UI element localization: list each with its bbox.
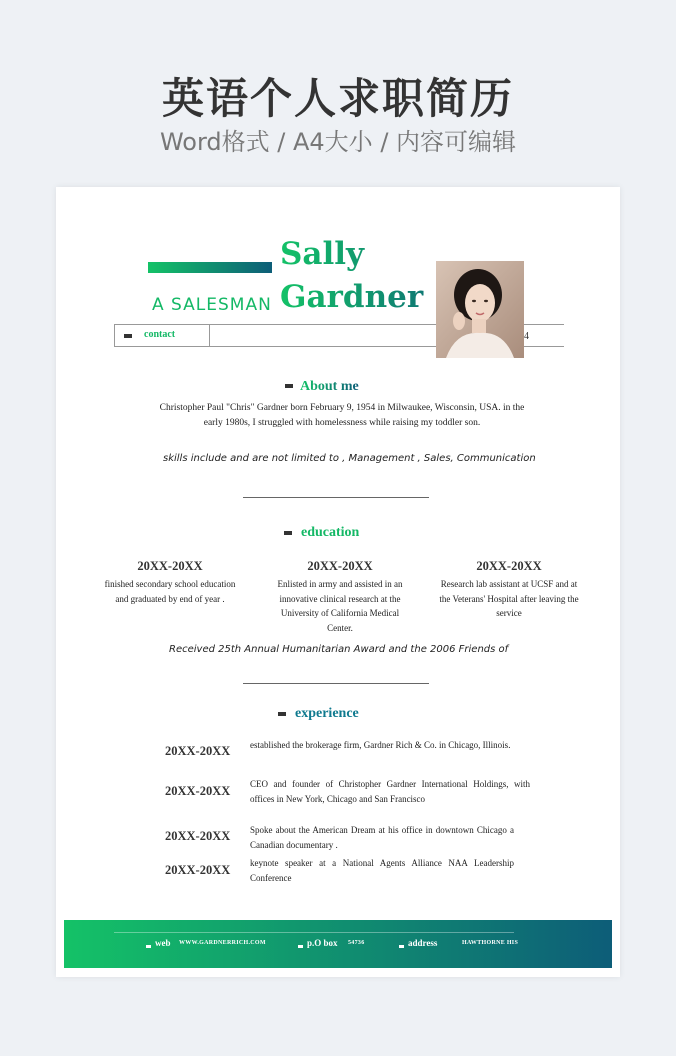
pobox-value: 54736	[348, 940, 365, 946]
experience-years: 20XX-20XX	[165, 744, 231, 758]
about-text: Christopher Paul "Chris" Gardner born February 9, 1954 in Milwaukee, Wisconsin, USA. in the early 1980s, I struggled with homelessness while raising my toddler son.	[159, 403, 525, 428]
education-years: 20XX-20XX	[307, 559, 373, 573]
contact-left-divider	[114, 324, 115, 347]
job-role: A SALESMAN	[152, 295, 272, 315]
education-bullet	[284, 531, 292, 535]
footer-rule	[114, 932, 514, 933]
about-bullet	[285, 384, 293, 388]
education-item	[439, 559, 579, 621]
header-gradient-bar	[148, 262, 272, 273]
web-label: web	[155, 938, 171, 948]
education-item	[100, 559, 240, 606]
web-value[interactable]: WWW.GARDNERRICH.COM	[179, 940, 266, 946]
award-text: Received 25th Annual Humanitarian Award and the 2006 Friends of	[169, 644, 509, 655]
contact-cut-number: 4	[524, 331, 529, 342]
experience-bullet	[278, 712, 286, 716]
resume-page	[56, 187, 620, 977]
about-title: About me	[300, 379, 359, 394]
pobox-bullet	[298, 945, 303, 948]
address-value: HAWTHORNE HIS	[462, 940, 519, 946]
education-years: 20XX-20XX	[137, 559, 203, 573]
experience-years: 20XX-20XX	[165, 829, 231, 843]
education-desc: finished secondary school education and graduated by end of year .	[104, 579, 236, 604]
banner-title: 英语个人求职简历	[161, 74, 514, 123]
web-bullet	[146, 945, 151, 948]
experience-desc: Spoke about the American Dream at his office in downtown Chicago a Canadian documentary .	[250, 825, 514, 850]
experience-years: 20XX-20XX	[165, 784, 231, 798]
contact-divider	[209, 324, 210, 347]
footer-bar	[64, 920, 612, 968]
experience-years: 20XX-20XX	[165, 863, 231, 877]
contact-label: contact	[144, 329, 176, 340]
profile-photo	[436, 261, 524, 358]
about-divider	[243, 497, 429, 498]
experience-desc: keynote speaker at a National Agents Alliance NAA Leadership Conference	[250, 858, 514, 883]
skills-text: skills include and are not limited to , Management , Sales, Communication	[163, 453, 536, 464]
education-divider	[243, 683, 429, 684]
address-bullet	[399, 945, 404, 948]
experience-desc: established the brokerage firm, Gardner Rich & Co. in Chicago, Illinois.	[250, 740, 511, 750]
last-name: Gardner	[280, 279, 424, 315]
pobox-label: p.O box	[307, 938, 338, 948]
address-label: address	[408, 938, 438, 948]
contact-bullet	[124, 334, 132, 338]
experience-title: experience	[295, 706, 359, 721]
education-years: 20XX-20XX	[476, 559, 542, 573]
education-desc: Research lab assistant at UCSF and at the Veterans' Hospital after leaving the service	[439, 579, 579, 618]
banner-subtitle: Word格式 / A4大小 / 内容可编辑	[159, 128, 517, 156]
education-item	[270, 559, 410, 635]
first-name: Sally	[280, 236, 365, 272]
education-title: education	[301, 525, 360, 540]
experience-desc: CEO and founder of Christopher Gardner International Holdings, with offices in New York, Chicago and San Francisco	[250, 779, 530, 804]
education-desc: Enlisted in army and assisted in an innovative clinical research at the University of California Medical Center.	[277, 579, 403, 633]
